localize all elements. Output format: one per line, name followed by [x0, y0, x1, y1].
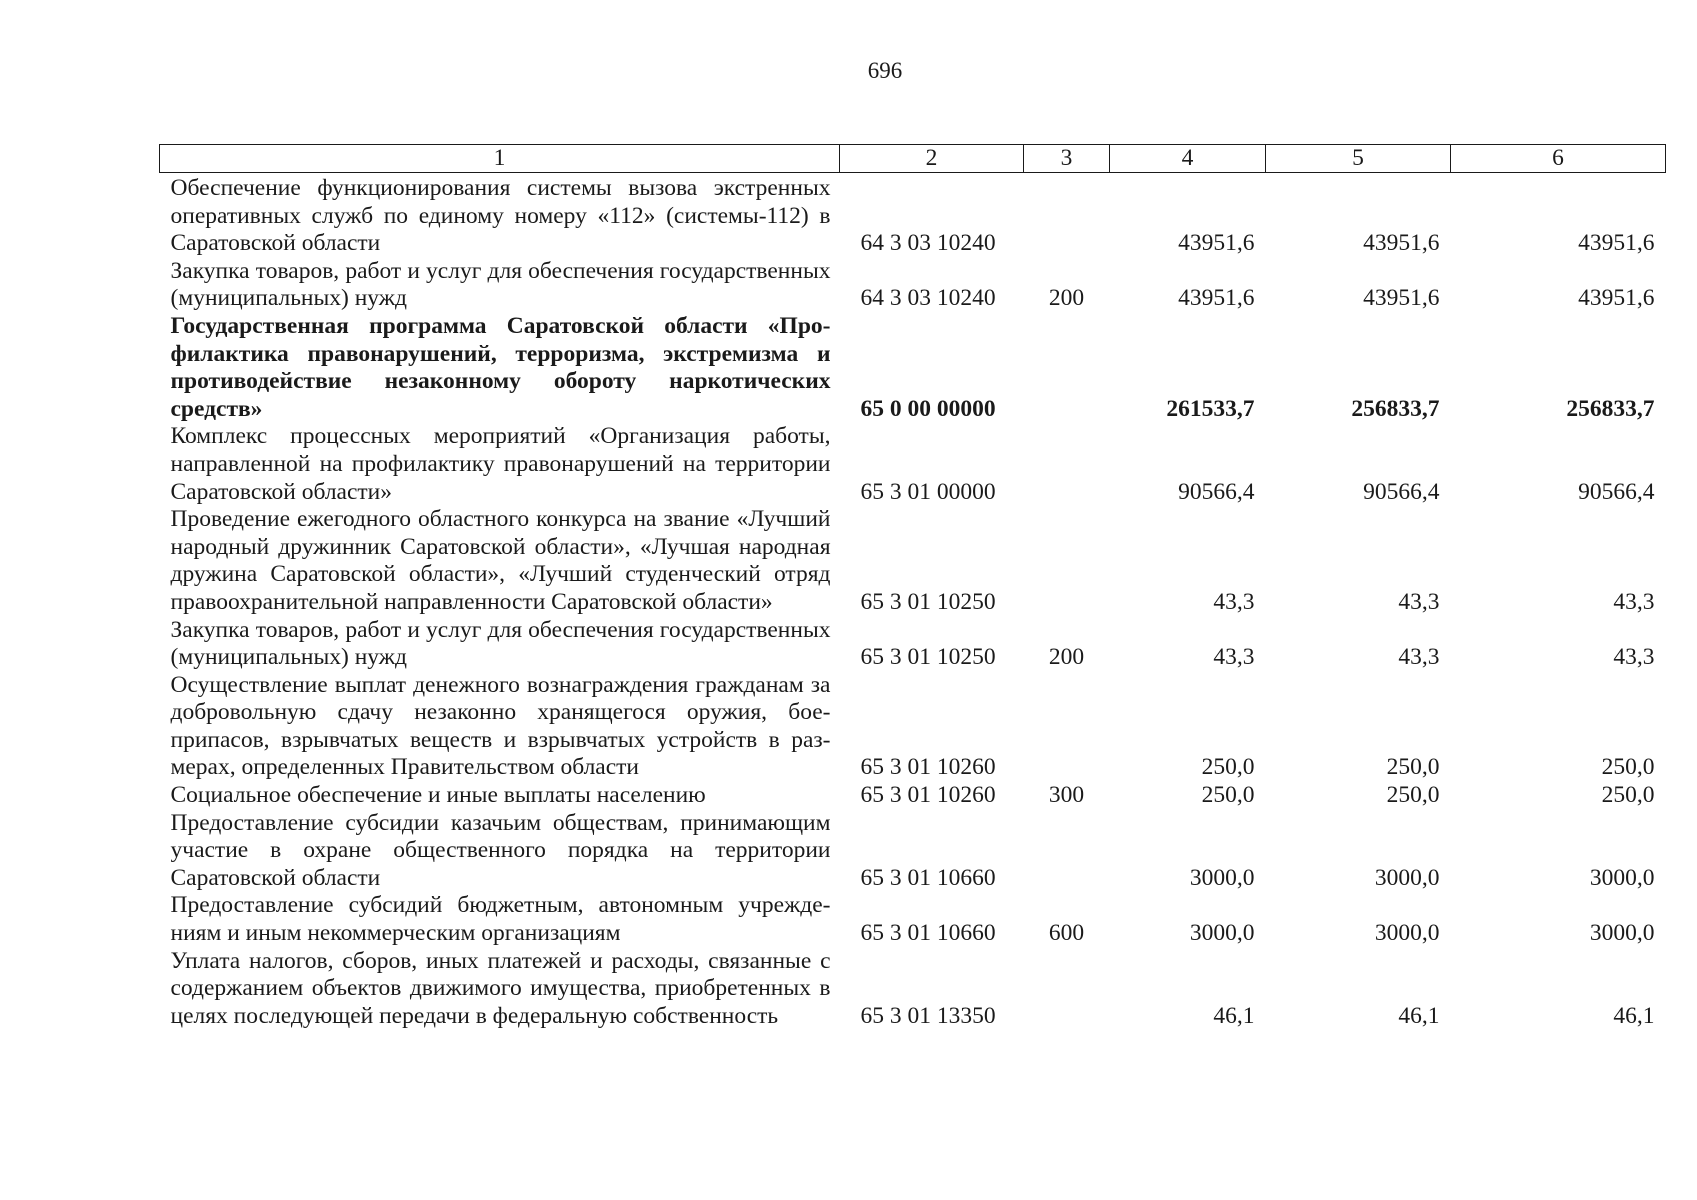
row-value-2: 43,3	[1398, 644, 1440, 671]
row-name: Закупка товаров, работ и услуг для обеспечения государственных (муниципальных) нужд	[170, 616, 831, 671]
row-code: 65 3 01 10260	[860, 782, 996, 809]
table-row	[160, 782, 1666, 810]
row-value-3: 43951,6	[1578, 230, 1655, 257]
table-row	[160, 892, 1666, 947]
row-code: 65 3 01 10260	[860, 754, 996, 781]
row-value-3: 43,3	[1613, 588, 1655, 615]
row-value-2: 43951,6	[1363, 285, 1440, 312]
table-row	[160, 258, 1666, 313]
header-col-6: 6	[1451, 145, 1666, 173]
header-col-3: 3	[1024, 145, 1110, 173]
row-kind: 200	[1048, 285, 1085, 312]
table-header	[160, 145, 1666, 173]
row-code: 65 0 00 00000	[860, 395, 996, 422]
table-row	[160, 810, 1666, 893]
table-row-program	[160, 313, 1666, 423]
table-row	[160, 173, 1666, 258]
row-value-3: 43951,6	[1578, 285, 1655, 312]
table-row	[160, 948, 1666, 1031]
row-value-2: 250,0	[1386, 754, 1440, 781]
row-code: 65 3 01 10660	[860, 864, 996, 891]
row-kind	[1024, 506, 1110, 616]
budget-table	[159, 144, 1666, 1030]
row-name: Закупка товаров, работ и услуг для обеспечения государственных (муниципальных) нужд	[170, 257, 831, 312]
row-value-1: 3000,0	[1189, 920, 1255, 947]
row-kind: 200	[1048, 644, 1085, 671]
row-code: 65 3 01 00000	[860, 478, 996, 505]
row-value-3: 256833,7	[1566, 395, 1655, 422]
row-name: Осуществление выплат денежного вознаграждения гражданам за добровольную сдачу незаконно хранящегося оружия, боеприпасов, взрывчатых веществ и взрывчатых устройств в размерах, определенных Правительством области	[170, 671, 831, 781]
row-name: Комплекс процессных мероприятий «Организация работы, направленной на профилактику правонарушений на территории Саратовской области»	[170, 423, 831, 505]
row-value-2: 43951,6	[1363, 230, 1440, 257]
row-value-2: 90566,4	[1363, 478, 1440, 505]
row-kind	[1024, 173, 1110, 258]
row-kind	[1024, 810, 1110, 893]
row-kind	[1024, 313, 1110, 423]
table-row	[160, 672, 1666, 782]
row-kind: 600	[1048, 920, 1085, 947]
row-value-1: 43951,6	[1178, 230, 1255, 257]
header-row	[160, 145, 1666, 173]
row-value-1: 46,1	[1213, 1002, 1255, 1029]
table-body	[160, 173, 1666, 1031]
row-value-3: 3000,0	[1589, 864, 1655, 891]
row-code: 65 3 01 10250	[860, 588, 996, 615]
header-col-1: 1	[160, 145, 840, 173]
header-col-2: 2	[840, 145, 1024, 173]
row-code: 64 3 03 10240	[860, 285, 996, 312]
row-value-1: 90566,4	[1178, 478, 1255, 505]
header-col-4: 4	[1110, 145, 1266, 173]
table-row	[160, 617, 1666, 672]
row-value-1: 3000,0	[1189, 864, 1255, 891]
row-kind	[1024, 948, 1110, 1031]
table-row	[160, 423, 1666, 506]
row-name: Обеспечение функционирования системы вызова экстренных оперативных служб по единому номеру «112» (системы-112) в Саратовской области	[170, 175, 831, 257]
row-name: Предоставление субсидии казачьим обществам, принимающим участие в охране общественного порядка на территории Саратовской области	[170, 809, 831, 891]
row-kind	[1024, 423, 1110, 506]
row-kind	[1024, 672, 1110, 782]
page-number: 696	[867, 58, 903, 83]
row-name: Проведение ежегодного областного конкурса на звание «Лучший народный дружинник Саратовской области», «Лучшая народная дружина Саратовской области», «Лучший студенческий отряд правоохранительной направленности Саратовской области»	[170, 506, 831, 615]
row-value-2: 43,3	[1398, 588, 1440, 615]
row-kind: 300	[1048, 782, 1085, 809]
row-value-2: 3000,0	[1374, 864, 1440, 891]
row-value-2: 256833,7	[1351, 395, 1440, 422]
row-code: 65 3 01 10250	[860, 644, 996, 671]
row-value-1: 43951,6	[1178, 285, 1255, 312]
row-name: Предоставление субсидий бюджетным, автономным учреждениям и иным некоммерческим организациям	[170, 892, 831, 947]
row-value-2: 3000,0	[1374, 920, 1440, 947]
row-code: 64 3 03 10240	[860, 230, 996, 257]
row-value-1: 43,3	[1213, 644, 1255, 671]
row-value-1: 43,3	[1213, 588, 1255, 615]
row-value-3: 90566,4	[1578, 478, 1655, 505]
row-name: Уплата налогов, сборов, иных платежей и расходы, связанные с содержанием объектов движимого имущества, приобретенных в целях последующей передачи в федеральную собственность	[170, 947, 831, 1029]
row-value-2: 46,1	[1398, 1002, 1440, 1029]
row-value-3: 46,1	[1613, 1002, 1655, 1029]
row-value-1: 250,0	[1201, 754, 1255, 781]
row-value-2: 250,0	[1386, 782, 1440, 809]
row-value-1: 261533,7	[1166, 395, 1255, 422]
table-row	[160, 506, 1666, 616]
row-name: Социальное обеспечение и иные выплаты населению	[170, 782, 706, 809]
row-name: Государственная программа Саратовской области «Профилактика правонарушений, терроризма, экстремизма и противодействие незаконному обороту наркотических средств»	[170, 312, 831, 422]
row-value-1: 250,0	[1201, 782, 1255, 809]
row-value-3: 250,0	[1601, 754, 1655, 781]
row-value-3: 43,3	[1613, 644, 1655, 671]
row-value-3: 3000,0	[1589, 920, 1655, 947]
row-value-3: 250,0	[1601, 782, 1655, 809]
row-code: 65 3 01 10660	[860, 920, 996, 947]
header-col-5: 5	[1266, 145, 1451, 173]
row-code: 65 3 01 13350	[860, 1002, 996, 1029]
